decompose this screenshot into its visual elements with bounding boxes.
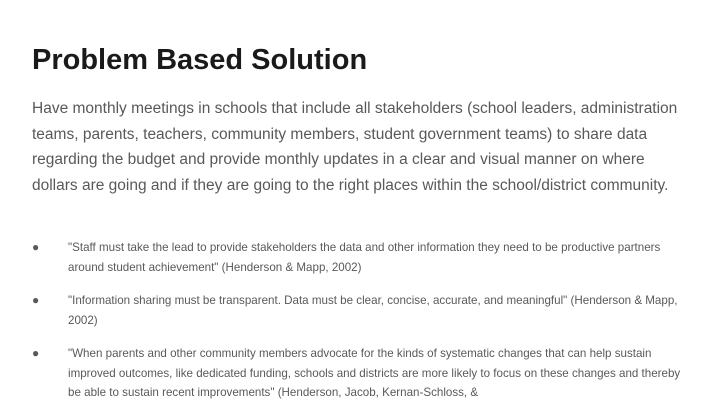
bullet-dot-icon: ● (32, 293, 40, 307)
intro-paragraph: Have monthly meetings in schools that include all stakeholders (school leaders, administration teams, parents, teachers, community members, student government teams) to share data regarding the budget and provide monthly updates in a clear and visual manner on where dollars are going and if they are going to the right places within the school/district community. (32, 100, 678, 194)
bullet-item-1 (32, 238, 696, 277)
bullet-text: "Information sharing must be transparent. Data must be clear, concise, accurate, and meaningful" (Henderson & Mapp, 2002) (68, 294, 678, 327)
bullet-dot-icon: ● (32, 346, 40, 360)
bullet-dot-icon: ● (32, 240, 40, 254)
bullet-item-2 (32, 291, 696, 330)
bullet-list (32, 238, 696, 403)
bullet-item-3 (32, 344, 696, 403)
slide-title: Problem Based Solution (32, 44, 368, 76)
bullet-text: "Staff must take the lead to provide stakeholders the data and other information they need to be productive partners around student achievement" (Henderson & Mapp, 2002) (68, 241, 661, 274)
bullet-text: "When parents and other community members advocate for the kinds of systematic changes that can help sustain improved outcomes, like dedicated funding, schools and districts are more likely to focus on these changes and thereby be able to sustain recent improvements" (Henderson, Jacob, Kernan-Schloss, & (68, 347, 681, 399)
